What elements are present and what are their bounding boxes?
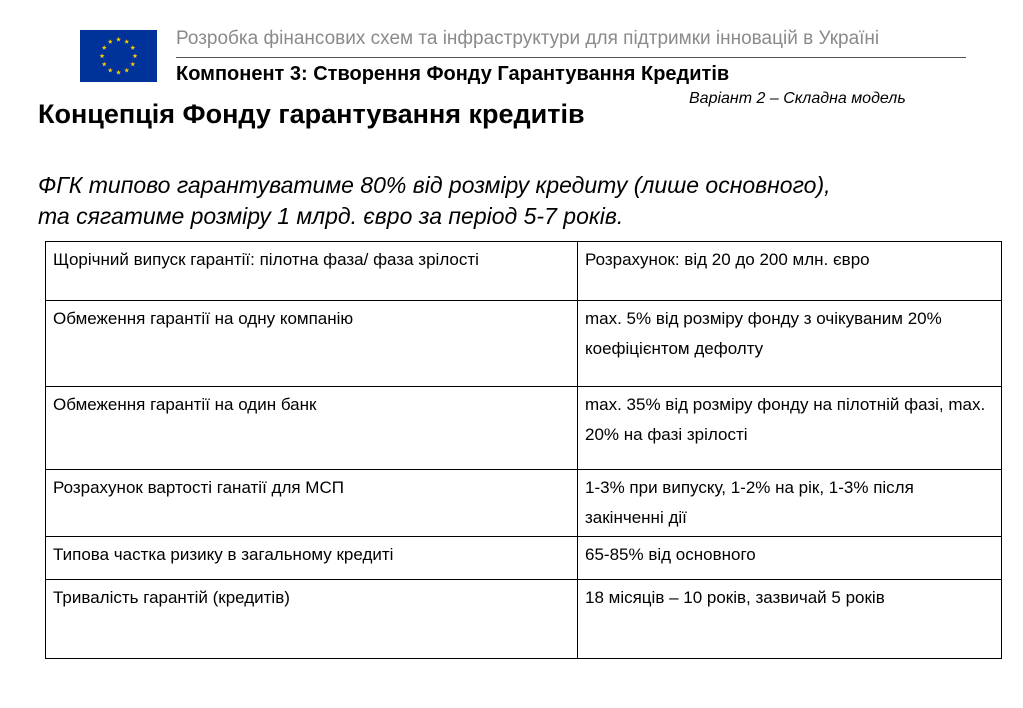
- table-row: [46, 580, 1002, 659]
- value-cell: 1-3% при випуску, 1-2% на рік, 1-3% після закінченні дії: [578, 470, 1002, 537]
- header-divider: [176, 57, 966, 58]
- parameter-cell: Тривалість гарантій (кредитів): [46, 580, 578, 659]
- value-cell: 65-85% від основного: [578, 537, 1002, 580]
- value-cell: max. 35% від розміру фонду на пілотній фазі, max. 20% на фазі зрілості: [578, 387, 1002, 470]
- component-title: Компонент 3: Створення Фонду Гарантування Кредитів: [176, 63, 730, 85]
- intro-line-1: ФГК типово гарантуватиме 80% від розміру кредиту (лише основного),: [38, 172, 831, 198]
- parameter-cell: Щорічний випуск гарантії: пілотна фаза/ фаза зрілості: [46, 242, 578, 301]
- table-row: [46, 387, 1002, 470]
- eu-flag-icon: [80, 30, 157, 82]
- value-cell: max. 5% від розміру фонду з очікуваним 20% коефіцієнтом дефолту: [578, 301, 1002, 387]
- variant-label: Варіант 2 – Складна модель: [689, 90, 906, 107]
- table-row: [46, 537, 1002, 580]
- intro-text: [38, 170, 998, 232]
- value-cell: 18 місяців – 10 років, зазвичай 5 років: [578, 580, 1002, 659]
- table-row: [46, 301, 1002, 387]
- parameters-table: [45, 241, 1002, 659]
- parameter-cell: Обмеження гарантії на один банк: [46, 387, 578, 470]
- parameter-cell: Типова частка ризику в загальному кредиті: [46, 537, 578, 580]
- parameter-cell: Обмеження гарантії на одну компанію: [46, 301, 578, 387]
- intro-line-2: та сягатиме розміру 1 млрд. євро за період 5-7 років.: [38, 203, 624, 229]
- table-row: [46, 242, 1002, 301]
- value-cell: Розрахунок: від 20 до 200 млн. євро: [578, 242, 1002, 301]
- table-row: [46, 470, 1002, 537]
- page-title: Концепція Фонду гарантування кредитів: [38, 99, 585, 129]
- project-title: Розробка фінансових схем та інфраструктури для підтримки інновацій в Україні: [176, 28, 880, 49]
- parameter-cell: Розрахунок вартості ганатії для МСП: [46, 470, 578, 537]
